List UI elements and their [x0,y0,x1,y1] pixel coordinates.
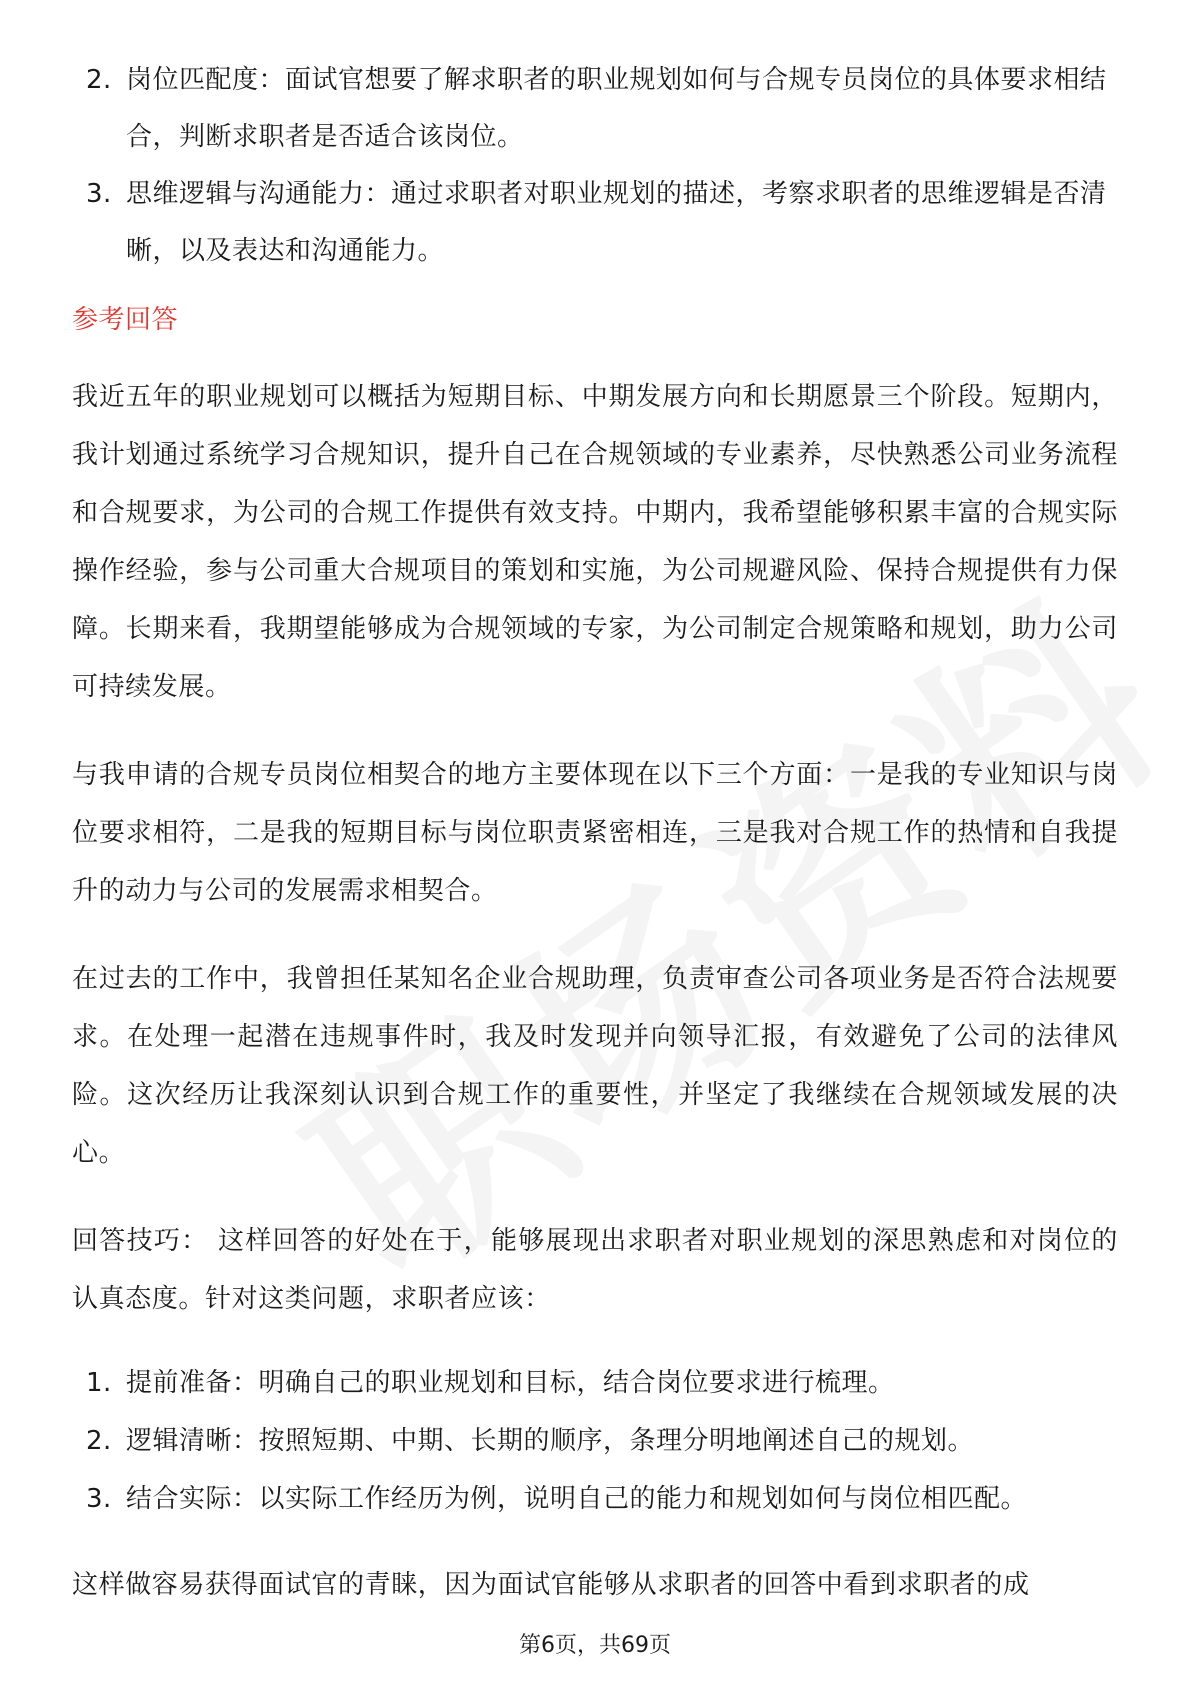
paragraph-closing: 这样做容易获得面试官的青睐，因为面试官能够从求职者的回答中看到求职者的成 [72,1570,1030,1600]
paragraph-role-fit: 与我申请的合规专员岗位相契合的地方主要体现在以下三个方面：一是我的专业知识与岗位要求相符，二是我的短期目标与岗位职责紧密相连，三是我对合规工作的热情和自我提升的动力与公司的发展需求相契合。 [72,760,1118,906]
list-number: 1. [86,1368,112,1398]
list-item [72,1470,1118,1528]
list-item [72,52,1118,166]
list-item [72,166,1118,280]
list-text: 逻辑清晰：按照短期、中期、长期的顺序，条理分明地阐述自己的规划。 [126,1426,975,1456]
list-number: 3. [86,179,112,209]
paragraph-experience: 在过去的工作中，我曾担任某知名企业合规助理，负责审查公司各项业务是否符合法规要求。在处理一起潜在违规事件时，我及时发现并向领导汇报，有效避免了公司的法律风险。这次经历让我深刻认识到合规工作的重要性，并坚定了我继续在合规领域发展的决心。 [72,964,1118,1168]
tips-list [72,1354,1118,1528]
list-text: 岗位匹配度：面试官想要了解求职者的职业规划如何与合规专员岗位的具体要求相结合，判断求职者是否适合该岗位。 [126,65,1107,152]
list-item [72,1354,1118,1412]
list-text: 结合实际：以实际工作经历为例，说明自己的能力和规划如何与岗位相匹配。 [126,1484,1028,1514]
list-text: 提前准备：明确自己的职业规划和目标，结合岗位要求进行梳理。 [126,1368,895,1398]
evaluation-points-list [72,52,1118,280]
paragraph-career-plan: 我近五年的职业规划可以概括为短期目标、中期发展方向和长期愿景三个阶段。短期内，我计划通过系统学习合规知识，提升自己在合规领域的专业素养，尽快熟悉公司业务流程和合规要求，为公司的合规工作提供有效支持。中期内，我希望能够积累丰富的合规实际操作经验，参与公司重大合规项目的策划和实施，为公司规避风险、保持合规提供有力保障。长期来看，我期望能够成为合规领域的专家，为公司制定合规策略和规划，助力公司可持续发展。 [72,382,1118,702]
section-title-reference-answer: 参考回答 [72,305,179,335]
page-footer: 第6页，共69页 [519,1633,671,1658]
list-text: 思维逻辑与沟通能力：通过求职者对职业规划的描述，考察求职者的思维逻辑是否清晰，以及表达和沟通能力。 [126,179,1107,266]
list-item [72,1412,1118,1470]
list-number: 2. [86,1426,112,1456]
list-number: 2. [86,65,112,95]
paragraph-answer-tips: 回答技巧： 这样回答的好处在于，能够展现出求职者对职业规划的深思熟虑和对岗位的认真态度。针对这类问题，求职者应该： [72,1226,1118,1314]
document-page [72,52,1118,1644]
list-number: 3. [86,1484,112,1514]
